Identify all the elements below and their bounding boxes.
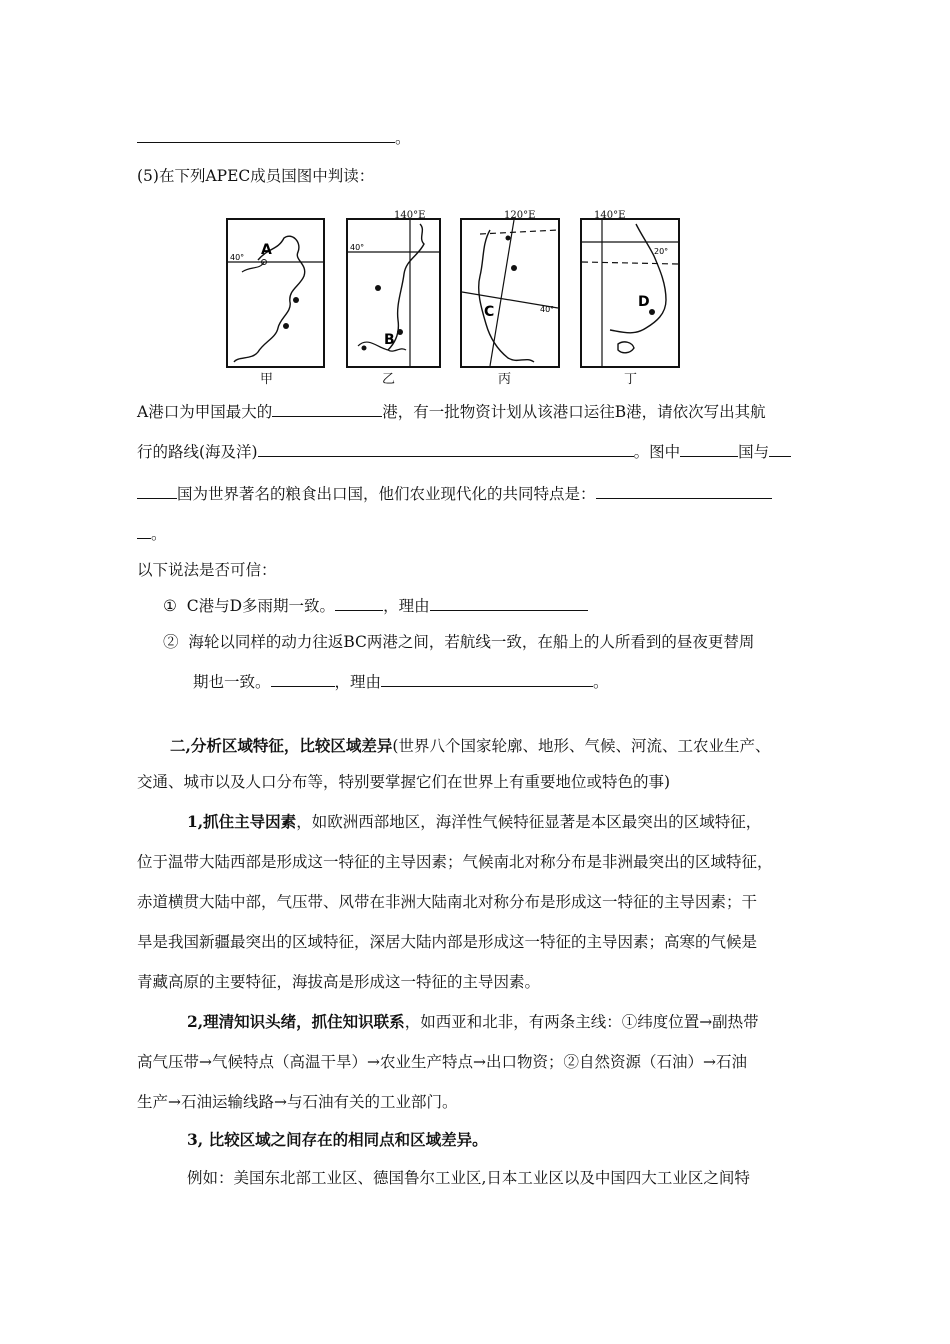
statement-2: ② 海轮以同样的动力往返BC两港之间，若航线一致，在船上的人所看到的昼夜更替周	[163, 633, 755, 651]
feature-blank-a[interactable]	[596, 484, 772, 499]
map-yi	[346, 218, 441, 368]
map-yi-label: 乙	[382, 372, 396, 387]
section-2-heading: 二,分析区域特征，比较区域差异(世界八个国家轮廓、地形、气候、河流、工农业生产、	[170, 736, 771, 755]
map-jia-point: A	[261, 242, 272, 258]
country-blank-2a[interactable]	[769, 442, 791, 457]
map-bing-point: C	[484, 304, 495, 320]
country-blank-2b[interactable]	[137, 484, 177, 499]
question-line-5: 。	[137, 524, 167, 544]
section-2-line-2: 交通、城市以及人口分布等，特别要掌握它们在世界上有重要地位或特色的事)	[137, 773, 671, 791]
point-3-heading: 3, 比较区域之间存在的相同点和区域差异。	[187, 1130, 488, 1149]
country-blank-1[interactable]	[680, 442, 738, 457]
map-ding-lat: 20°	[654, 247, 669, 256]
question-line-3: 行的路线(海及洋) 。图中 国与	[137, 442, 791, 462]
statement-2-cont: 期也一致。 ，理由 。	[193, 673, 609, 691]
point-2-line-2: 高气压带→气候特点（高温干旱）→农业生产特点→出口物资；②自然资源（石油）→石油	[137, 1053, 747, 1071]
statement-1: ① C港与D多雨期一致。 ，理由	[163, 596, 588, 616]
answer-line-end: 。	[137, 128, 411, 148]
answer-blank[interactable]	[137, 128, 395, 143]
example-line: 例如：美国东北部工业区、德国鲁尔工业区,日本工业区以及中国四大工业区之间特	[187, 1169, 750, 1187]
map-ding	[580, 218, 680, 368]
point-1-line-2: 位于温带大陆西部是形成这一特征的主导因素；气候南北对称分布是非洲最突出的区域特征，	[137, 853, 773, 871]
question-line-6: 以下说法是否可信：	[137, 561, 277, 579]
map-yi-lon: 140°E	[394, 210, 426, 221]
question-5-intro: (5)在下列APEC成员国图中判读：	[137, 167, 375, 185]
point-2-line-3: 生产→石油运输线路→与石油有关的工业部门。	[137, 1093, 458, 1111]
point-2-line-1: 2,理清知识头绪，抓住知识联系，如西亚和北非，有两条主线：①纬度位置→副热带	[187, 1012, 759, 1031]
map-bing	[460, 218, 560, 368]
map-ding-lon: 140°E	[594, 210, 626, 221]
map-jia	[226, 218, 325, 368]
point-1-line-3: 赤道横贯大陆中部，气压带、风带在非洲大陆南北对称分布是形成这一特征的主导因素；干	[137, 893, 758, 911]
point-1-line-4: 旱是我国新疆最突出的区域特征，深居大陆内部是形成这一特征的主导因素；高寒的气候是	[137, 933, 758, 951]
statement-1-reason-blank[interactable]	[430, 596, 588, 611]
map-ding-label: 丁	[624, 372, 638, 387]
map-yi-lat: 40°	[350, 243, 365, 252]
statement-2-reason-blank[interactable]	[381, 672, 593, 687]
question-line-4: 国为世界著名的粮食出口国，他们农业现代化的共同特点是：	[137, 484, 772, 504]
map-bing-label: 丙	[498, 372, 512, 387]
map-bing-lon: 120°E	[504, 210, 536, 221]
map-ding-point: D	[638, 294, 650, 310]
map-bing-lat: 40°	[540, 305, 555, 314]
question-line-2: A港口为甲国最大的 港，有一批物资计划从该港口运往B港，请依次写出其航	[137, 403, 766, 421]
apec-maps-figure	[222, 210, 682, 385]
statement-1-judge-blank[interactable]	[335, 596, 383, 611]
route-blank[interactable]	[258, 442, 634, 457]
map-yi-point: B	[384, 332, 395, 348]
point-1-line-1: 1,抓住主导因素，如欧洲西部地区，海洋性气候特征显著是本区最突出的区域特征，	[187, 812, 762, 831]
feature-blank-b[interactable]	[137, 524, 151, 539]
statement-2-judge-blank[interactable]	[271, 672, 335, 687]
map-jia-label: 甲	[260, 372, 274, 387]
map-jia-lat: 40°	[230, 253, 245, 262]
point-1-line-5: 青藏高原的主要特征，海拔高是形成这一特征的主导因素。	[137, 973, 541, 991]
port-name-blank[interactable]	[272, 402, 382, 417]
